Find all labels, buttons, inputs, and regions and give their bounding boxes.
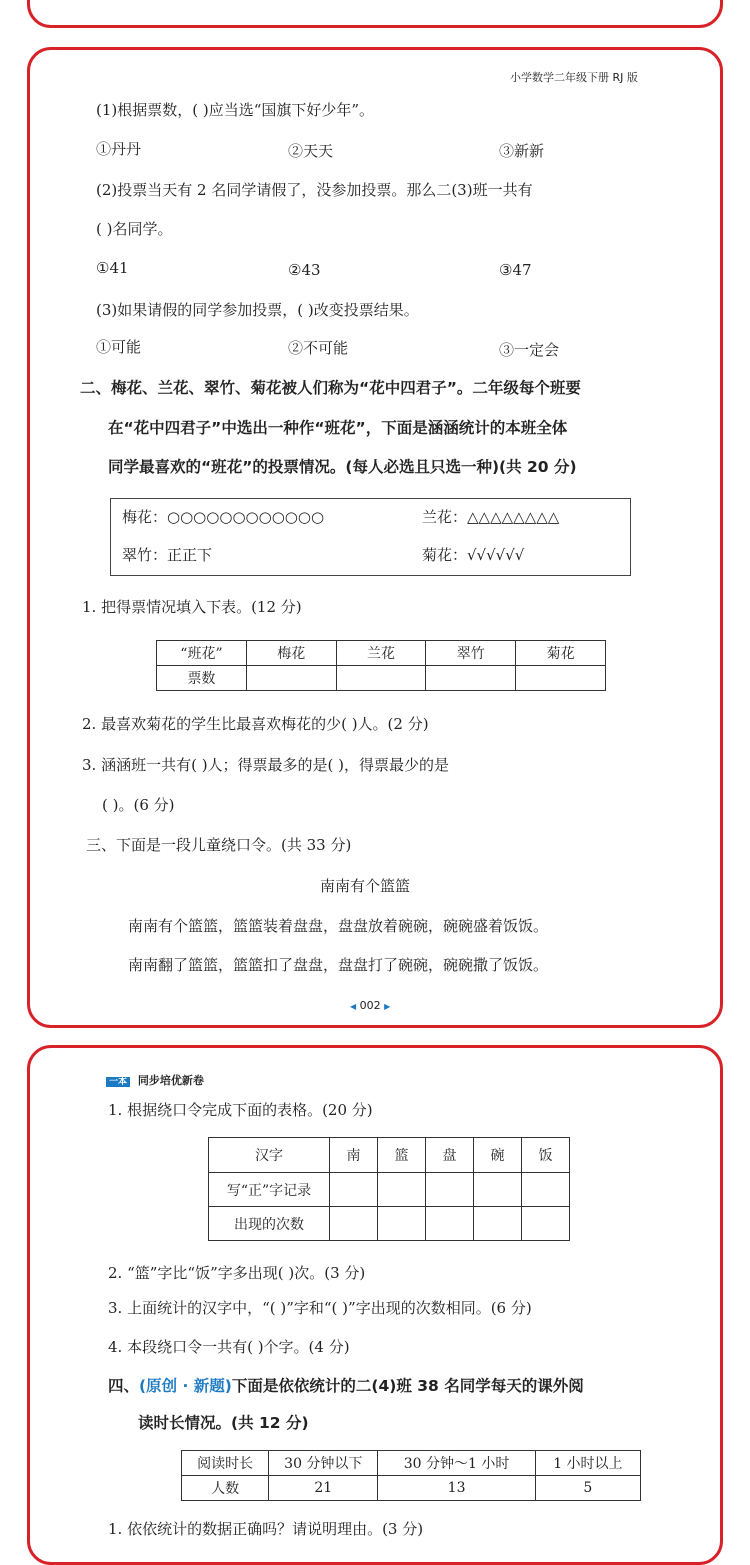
table-cell: 21 [269,1476,378,1501]
cut-off-question: 1. 依依统计的数据正确吗？请说明理由。(3 分) [108,1520,424,1538]
table-row-label: 人数 [182,1476,269,1501]
p2-question-2: 2. “篮”字比“饭”字多出现( )次。(3 分) [108,1264,366,1282]
sub-question-3b: ( )。(6 分) [102,796,175,814]
table-header-cell: 南 [330,1138,378,1173]
table-header-cell: 兰花 [336,641,426,666]
table-header-cell: 阅读时长 [182,1451,269,1476]
answer-cell[interactable] [426,1173,474,1207]
answer-cell[interactable] [521,1173,569,1207]
table-header-cell: 盘 [426,1138,474,1173]
option-3: ③47 [499,261,532,279]
answer-cell[interactable] [330,1173,378,1207]
answer-cell[interactable] [426,666,516,691]
section-2-line-2: 在“花中四君子”中选出一种作“班花”，下面是涵涵统计的本班全体 [108,419,568,437]
section-2-line-3: 同学最喜欢的“班花”的投票情况。(每人必选且只选一种)(共 20 分) [108,458,577,476]
option-1: ①41 [96,259,129,277]
vote-plum: 梅花：○○○○○○○○○○○○ [122,508,325,526]
poem-line-1: 南南有个篮篮，篮篮装着盘盘，盘盘放着碗碗，碗碗盛着饭饭。 [128,917,549,935]
answer-cell[interactable] [378,1207,426,1241]
table-header-cell: 梅花 [246,641,336,666]
section-4-tag: (原创 · 新题) [139,1377,232,1395]
next-arrow-icon: ▶ [384,1002,391,1011]
vote-chrys: 菊花：√√√√√√ [422,546,525,564]
section-4-text: 下面是依依统计的二(4)班 38 名同学每天的课外阅 [231,1377,584,1395]
page-number-text: 002 [359,999,381,1012]
sub-question-1: 1. 把得票情况填入下表。(12 分) [82,598,302,616]
page-number [350,999,390,1012]
vote-table [156,640,606,691]
table-header-cell: 翠竹 [426,641,516,666]
option-3: ③新新 [499,142,545,160]
section-3-title: 三、下面是一段儿童绕口令。(共 33 分) [86,836,352,854]
poem-line-2: 南南翻了篮篮，篮篮扣了盘盘，盘盘打了碗碗，碗碗撒了饭饭。 [128,956,549,974]
answer-cell[interactable] [474,1173,522,1207]
table-row-label: 写“正”字记录 [209,1173,330,1207]
p2-question-1: 1. 根据绕口令完成下面的表格。(20 分) [108,1101,373,1119]
page-card-top [27,0,723,28]
table-header-cell: 30 分钟以下 [269,1451,378,1476]
section-4-line-2: 读时长情况。(共 12 分) [138,1414,309,1432]
question-1-2a: (2)投票当天有 2 名同学请假了，没参加投票。那么二(3)班一共有 [96,181,533,199]
answer-cell[interactable] [426,1207,474,1241]
sub-question-2: 2. 最喜欢菊花的学生比最喜欢梅花的少( )人。(2 分) [82,715,429,733]
question-1-3: (3)如果请假的同学参加投票，( )改变投票结果。 [96,301,419,319]
answer-cell[interactable] [378,1173,426,1207]
table-cell: 13 [378,1476,535,1501]
character-table [208,1137,570,1241]
table-header-cell: 篮 [378,1138,426,1173]
table-header-cell: 30 分钟～1 小时 [378,1451,535,1476]
section-2-line-1: 二、梅花、兰花、翠竹、菊花被人们称为“花中四君子”。二年级每个班要 [80,379,581,397]
series-title: 同步培优新卷 [137,1074,204,1087]
table-header-cell: 碗 [474,1138,522,1173]
table-header-cell: 菊花 [516,641,606,666]
table-header-cell: 1 小时以上 [535,1451,640,1476]
sub-question-3a: 3. 涵涵班一共有( )人；得票最多的是( )，得票最少的是 [82,756,450,774]
option-2: ②天天 [288,142,334,160]
option-1: ①可能 [96,338,142,356]
vote-bamboo: 翠竹：正正下 [122,546,213,564]
table-row-label: 票数 [157,666,247,691]
table-header-cell: “班花” [157,641,247,666]
reading-table [181,1450,641,1501]
prev-arrow-icon: ◀ [350,1002,357,1011]
series-header [106,1072,204,1088]
table-row-label: 出现的次数 [209,1207,330,1241]
option-2: ②不可能 [288,339,349,357]
series-badge: 一本 [106,1077,130,1087]
section-4-line-1 [108,1376,584,1396]
answer-cell[interactable] [516,666,606,691]
question-1-1: (1)根据票数，( )应当选“国旗下好少年”。 [96,101,375,119]
vote-orchid: 兰花：△△△△△△△△ [422,508,560,526]
answer-cell[interactable] [521,1207,569,1241]
answer-cell[interactable] [330,1207,378,1241]
section-4-prefix: 四、 [108,1377,140,1395]
option-1: ①丹丹 [96,140,142,158]
table-cell: 5 [535,1476,640,1501]
option-3: ③一定会 [499,341,560,359]
answer-cell[interactable] [336,666,426,691]
p2-question-3: 3. 上面统计的汉字中，“( )”字和“( )”字出现的次数相同。(6 分) [108,1299,532,1317]
answer-cell[interactable] [246,666,336,691]
answer-cell[interactable] [474,1207,522,1241]
poem-title: 南南有个篮篮 [320,877,411,895]
table-header-cell: 饭 [521,1138,569,1173]
book-header: 小学数学二年级下册 RJ 版 [510,71,638,84]
question-1-2b: ( )名同学。 [96,220,173,238]
p2-question-4: 4. 本段绕口令一共有( )个字。(4 分) [108,1338,350,1356]
table-header-cell: 汉字 [209,1138,330,1173]
option-2: ②43 [288,261,321,279]
